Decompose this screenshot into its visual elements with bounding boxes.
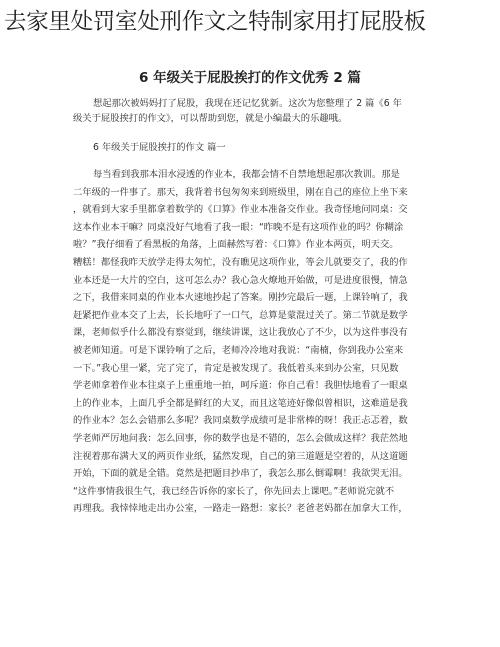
body-line: ，就看到大家手里都拿着数学的《口算》作业本准备交作业。我奇怪地问同桌：交	[73, 204, 408, 216]
document-title: 6 年级关于屁股挨打的作文优秀 2 篇	[139, 70, 361, 86]
intro-paragraph	[73, 96, 433, 126]
body-line: 上的作业本，上面几乎全都是鲜红的大叉，而且这笔迹好像似曾相识，这难道是我	[73, 397, 408, 409]
intro-line: 想起那次被妈妈打了屁股，我现在还记忆犹新。这次为您整理了 2 篇《6 年	[93, 98, 402, 109]
caption-banner	[0, 0, 500, 44]
body-line: 课，老师似乎什么都没有察觉到，继续讲课，这让我放心了不少，以为这件事没有	[73, 327, 408, 339]
body-line: 学老师严厉地问我：怎么回事，你的数学也是不错的，怎么会做成这样？我茫然地	[73, 432, 408, 444]
document-page	[0, 44, 500, 647]
body-line: 之下，我借来同桌的作业本火速地抄起了答案。刚抄完最后一题，上课铃响了，我	[73, 292, 408, 304]
body-line: “这件事情我很生气，我已经告诉你的家长了，你先回去上课吧。”老师说完就不	[73, 485, 395, 497]
intro-line: 级关于屁股挨打的作文》，可以帮助到您，就是小编最大的乐趣哦。	[73, 113, 348, 124]
body-line: 开始，下面的就是全错。竟然是把题目抄串了，我怎么那么倒霉啊！我欲哭无泪。	[73, 468, 408, 480]
body-line: 再理我。我悻悻地走出办公室，一路走一路想：家长？老爸老妈都在加拿大工作，	[73, 503, 408, 515]
body-line: 糟糕！都怪我昨天放学走得太匆忙，没有瞧见这项作业，等会儿就要交了，我的作	[73, 256, 408, 268]
body-line: 注视着那布满大叉的两页作业纸，猛然发现，自己的第三道题是空着的，从这道题	[73, 450, 408, 462]
body-line: 的作业本？怎么会错那么多呢？我同桌数学成绩可是非常棒的呀！我正忐忑着，数	[73, 415, 408, 427]
section-heading: 6 年级关于屁股挨打的作文 篇一	[93, 142, 226, 153]
document-body	[73, 96, 433, 518]
caption-text: 去家里处罚室处刑作文之特制家用打屁股板	[4, 9, 426, 35]
body-line: 赶紧把作业本交了上去，长长地吁了一口气，总算是蒙混过关了。第二节就是数学	[73, 309, 408, 321]
body-line: 被老师知道。可是下课铃响了之后，老师冷冷地对我说：“南楠，你到我办公室来	[73, 344, 404, 356]
body-paragraph	[73, 166, 433, 518]
body-line: 啦？”我仔细看了看黑板的角落，上面赫然写着：《口算》作业本两页，明天交。	[73, 239, 399, 251]
body-line: 每当看到我那本泪水浸透的作业本，我都会情不自禁地想起那次教训。那是	[93, 169, 400, 180]
body-line: 业本还是一大片的空白，这可怎么办？我心急火燎地开始做，可是进度很慢，情急	[73, 274, 408, 286]
body-line: 一下。”我心里一紧，完了完了，肯定是被发现了。我低着头来到办公室，只见数	[73, 362, 399, 374]
body-line: 二年级的一件事了。那天，我背着书包匆匆来到班级里，刚在自己的座位上坐下来	[73, 186, 408, 198]
body-line: 学老师拿着作业本往桌子上重重地一拍，呵斥道：你自己看！我胆怯地看了一眼桌	[73, 380, 408, 392]
body-line: 这本作业本干嘛？同桌没好气地看了我一眼：“昨晚不是有这项作业的吗？你糊涂	[73, 221, 404, 233]
